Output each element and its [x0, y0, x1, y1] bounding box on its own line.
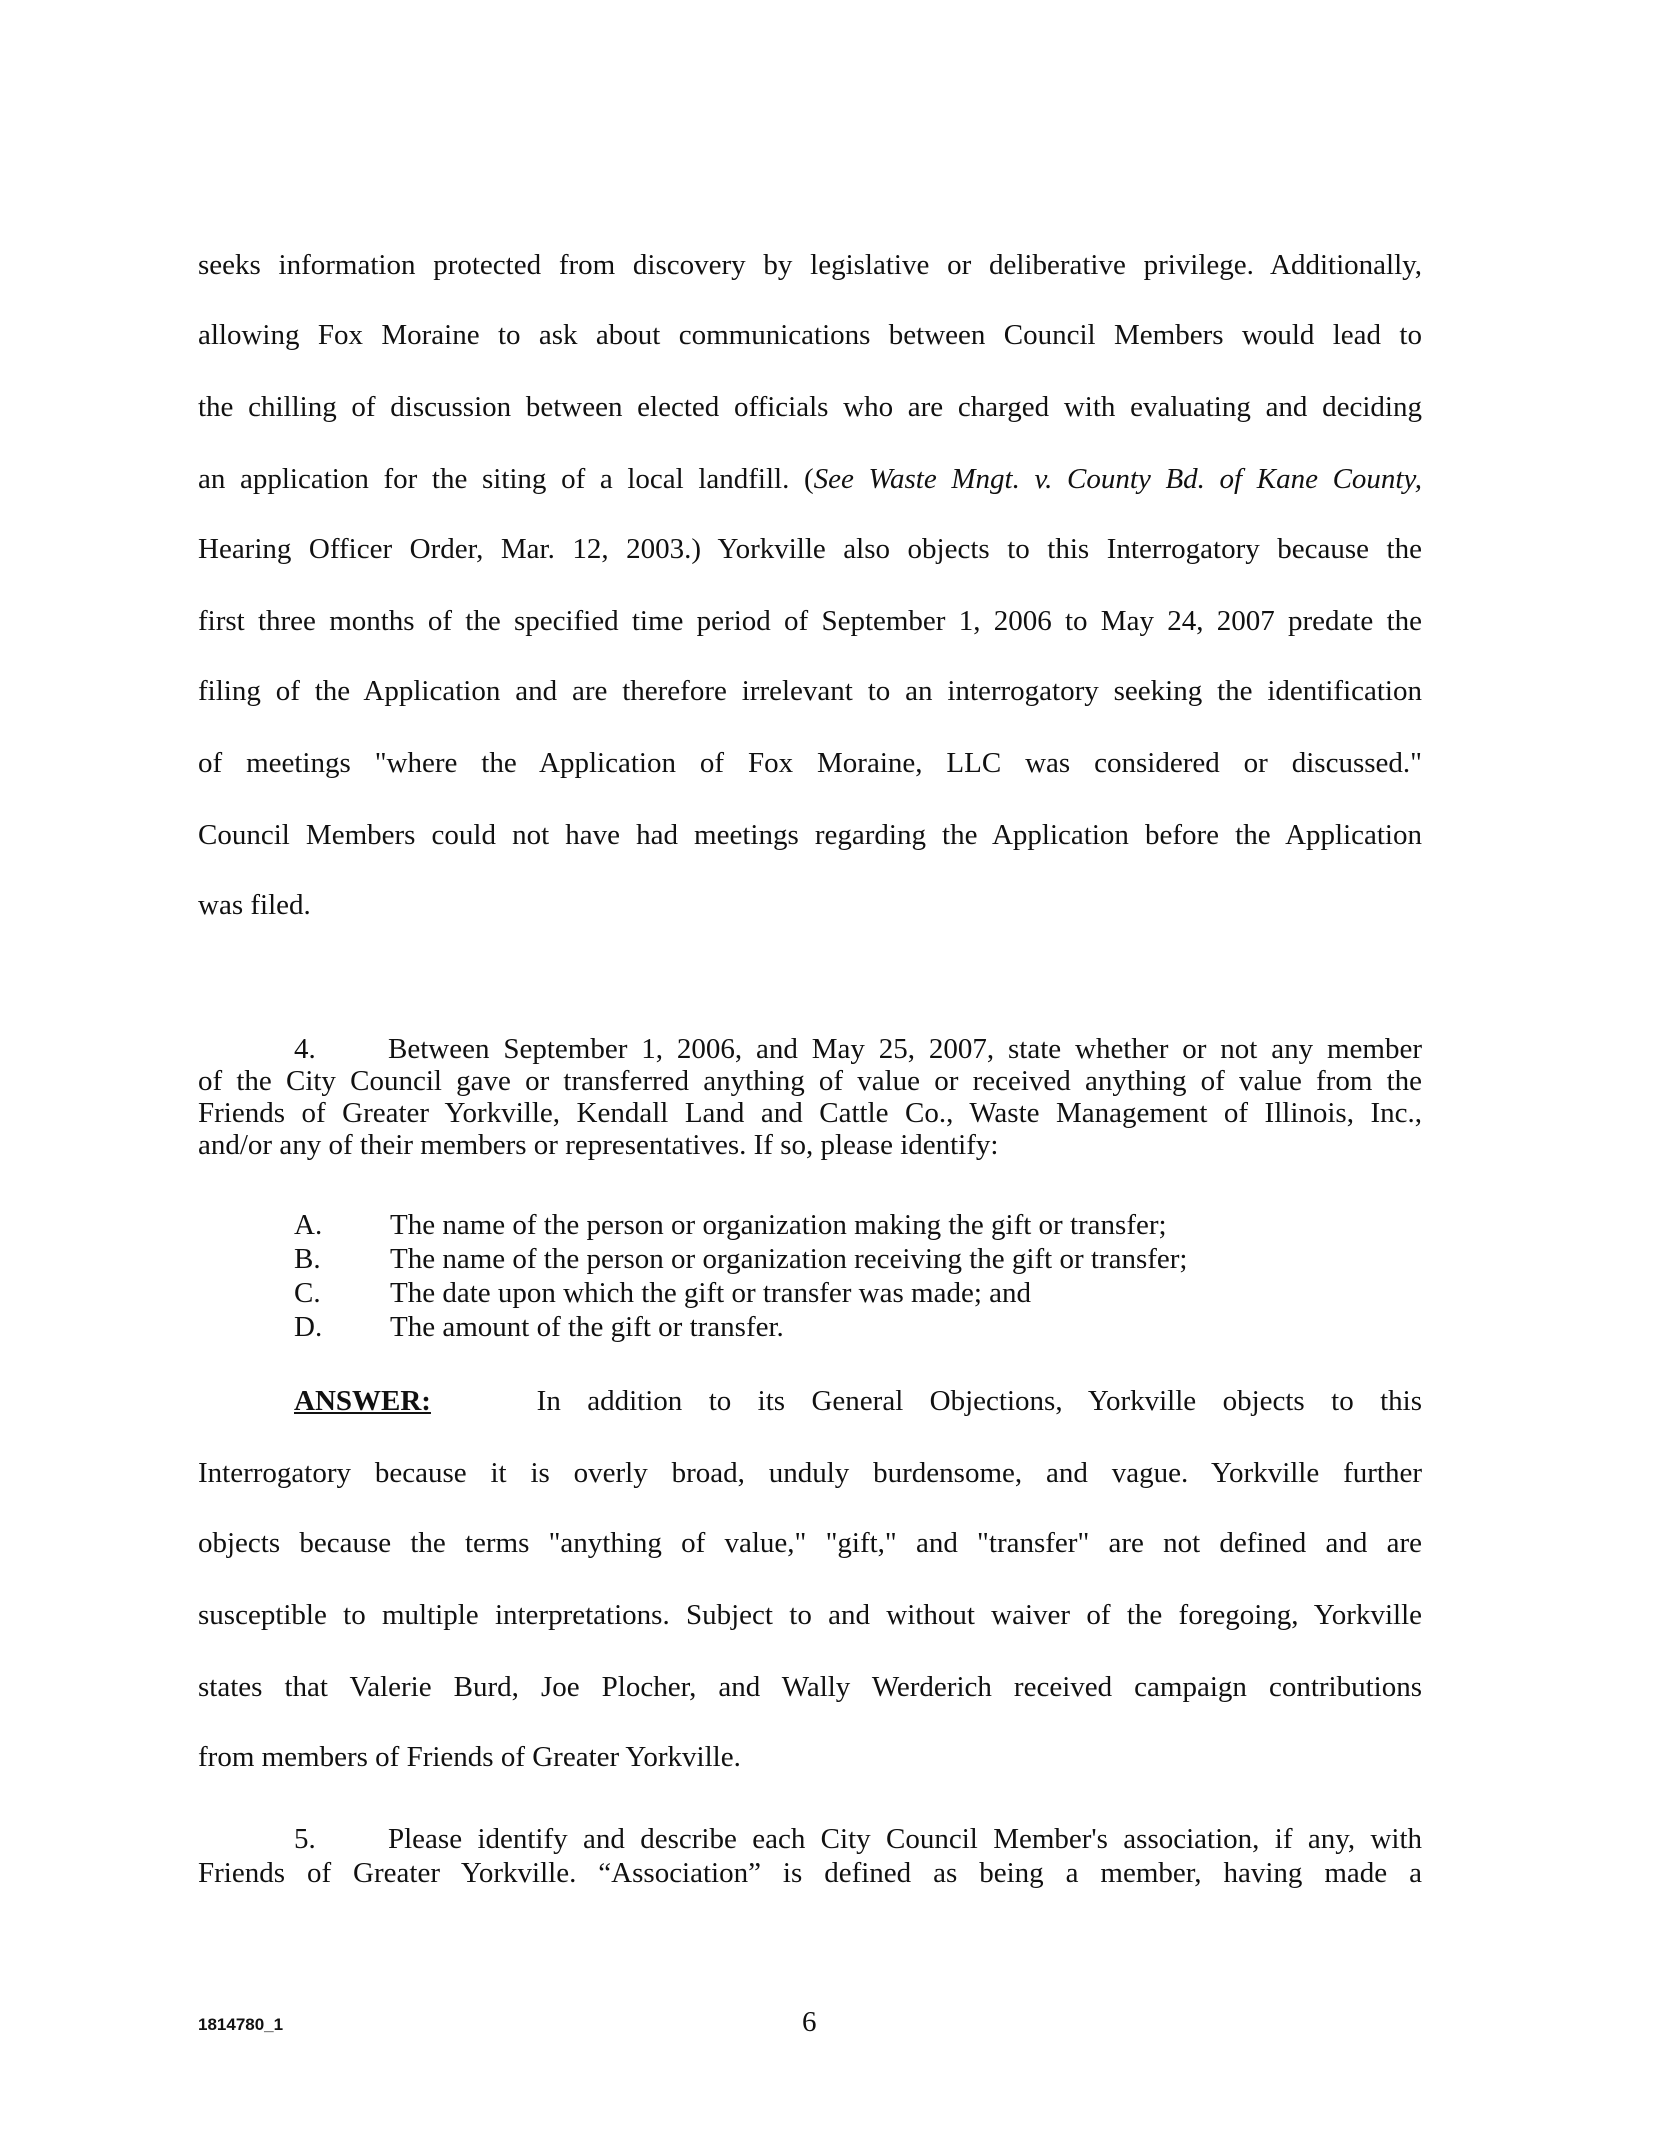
interrogatory-5-line: [198, 1822, 1422, 1856]
paragraph-line: the chilling of discussion between elected officials who are charged with evaluating and deciding: [198, 391, 1422, 423]
page-number: 6: [802, 2006, 817, 2038]
interrogatory-5-line: Friends of Greater Yorkville. “Association” is defined as being a member, having made a: [198, 1857, 1422, 1889]
interrogatory-4-line: of the City Council gave or transferred anything of value or received anything of value from the: [198, 1065, 1422, 1097]
list-item: [294, 1242, 1187, 1276]
list-letter: D.: [294, 1311, 323, 1343]
paragraph-line: Council Members could not have had meetings regarding the Application before the Application: [198, 819, 1422, 851]
case-citation: See Waste Mngt. v. County Bd. of Kane County,: [813, 463, 1422, 495]
paragraph-line-citation: [198, 462, 1422, 496]
paragraph-line: first three months of the specified time period of September 1, 2006 to May 24, 2007 predate the: [198, 605, 1422, 637]
list-text: The amount of the gift or transfer.: [390, 1311, 784, 1343]
list-text: The name of the person or organization receiving the gift or transfer;: [390, 1243, 1188, 1275]
answer-first-line: [294, 1384, 1422, 1418]
answer-line: Interrogatory because it is overly broad, unduly burdensome, and vague. Yorkville further: [198, 1457, 1422, 1489]
paragraph-line: allowing Fox Moraine to ask about communications between Council Members would lead to: [198, 319, 1422, 351]
interrogatory-number: 4.: [294, 1033, 316, 1065]
interrogatory-text: Please identify and describe each City Council Member's association, if any, with: [388, 1823, 1422, 1855]
interrogatory-4-line: [198, 1032, 1422, 1066]
paragraph-line: of meetings "where the Application of Fox Moraine, LLC was considered or discussed.": [198, 747, 1422, 779]
interrogatory-4-line: and/or any of their members or representatives. If so, please identify:: [198, 1129, 999, 1161]
interrogatory-text: Between September 1, 2006, and May 25, 2007, state whether or not any member: [388, 1033, 1422, 1065]
answer-line: susceptible to multiple interpretations. Subject to and without waiver of the foregoing, Yorkville: [198, 1599, 1422, 1631]
list-text: The date upon which the gift or transfer was made; and: [390, 1277, 1032, 1309]
paragraph-line: Hearing Officer Order, Mar. 12, 2003.) Yorkville also objects to this Interrogatory because the: [198, 533, 1422, 565]
list-letter: B.: [294, 1243, 321, 1275]
document-id: 1814780_1: [198, 2015, 284, 2034]
answer-text: In addition to its General Objections, Yorkville objects to this: [536, 1385, 1423, 1417]
list-item: [294, 1310, 784, 1344]
answer-line: objects because the terms "anything of value," "gift," and "transfer" are not defined and are: [198, 1527, 1422, 1559]
paragraph-line: was filed.: [198, 889, 311, 921]
paragraph-line: filing of the Application and are therefore irrelevant to an interrogatory seeking the identification: [198, 675, 1422, 707]
list-item: [294, 1208, 1167, 1242]
interrogatory-number: 5.: [294, 1823, 316, 1855]
list-text: The name of the person or organization making the gift or transfer;: [390, 1209, 1167, 1241]
answer-label: ANSWER:: [294, 1385, 431, 1417]
interrogatory-4-line: Friends of Greater Yorkville, Kendall Land and Cattle Co., Waste Management of Illinois, Inc.,: [198, 1097, 1422, 1129]
answer-line: from members of Friends of Greater Yorkville.: [198, 1741, 741, 1773]
list-letter: A.: [294, 1209, 323, 1241]
paragraph-line-text: an application for the siting of a local landfill. (: [198, 463, 814, 495]
answer-line: states that Valerie Burd, Joe Plocher, and Wally Werderich received campaign contributions: [198, 1671, 1422, 1703]
paragraph-line: seeks information protected from discovery by legislative or deliberative privilege. Additionally,: [198, 249, 1422, 281]
list-letter: C.: [294, 1277, 321, 1309]
list-item: [294, 1276, 1031, 1310]
